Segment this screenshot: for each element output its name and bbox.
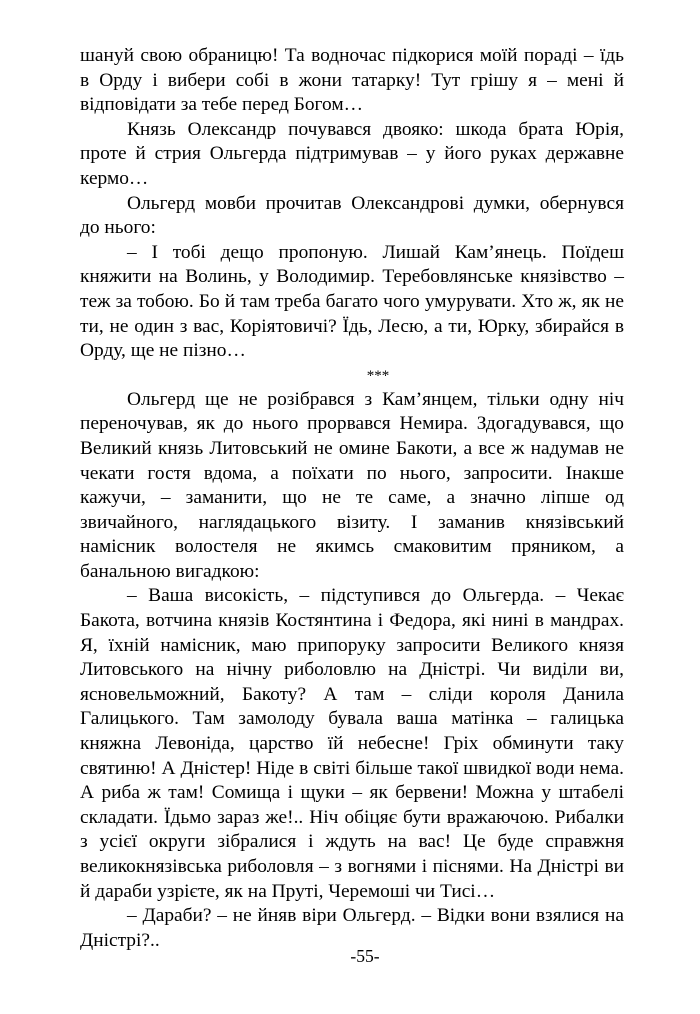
page-number: -55- (350, 946, 380, 966)
section-break: *** (366, 367, 390, 384)
dialogue-paragraph: – І тобі дещо пропоную. Лишай Кам’янець. Поїдеш княжити на Волинь, у Володимир. Теребовлянське князівство – теж за тобою. Бо й там треба багато чого умурувати. Хто ж, як не ти, не один з вас, Коріятовичі? Їдь, Лесю, а ти, Юрку, збирайся в Орду, ще не пізно… (80, 241, 624, 362)
page-body (80, 44, 624, 953)
dialogue-paragraph: – Дараби? – не йняв віри Ольгерд. – Відки вони взялися на Дністрі?.. (80, 905, 624, 951)
paragraph: Ольгерд ще не розібрався з Кам’янцем, тільки одну ніч переночував, як до нього прорвався Немира. Здогадувався, що Великий князь Литовський не омине Бакоти, а все ж надумав не чекати гостя вдома, а поїхати по нього, запросити. Інакше кажучи, – заманити, що не те саме, а значно ліпше од звичайного, наглядацького візиту. І заманив князівський намісник волостеля не якимсь смаковитим пряником, а банальною вигадкою: (80, 388, 624, 582)
paragraph-continuation: шануй свою обраницю! Та водночас підкорися моїй пораді – їдь в Орду і вибери собі в жони татарку! Тут грішу я – мені й відповідати за тебе перед Богом… (80, 45, 624, 116)
paragraph: Ольгерд мовби прочитав Олександрові думки, обернувся до нього: (80, 192, 624, 239)
paragraph: Князь Олександр почувався двояко: шкода брата Юрія, проте й стрия Ольгерда підтримував – у його руках державне кермо… (80, 118, 624, 189)
dialogue-paragraph: – Ваша високість, – підступився до Ольгерда. – Чекає Бакота, вотчина князів Костянтина і Федора, які нині в мандрах. Я, їхній намісник, маю припоруку запросити Великого князя Литовського на нічну риболовлю на Дністрі. Чи виділи ви, ясновельможний, Бакоту? А там – сліди короля Данила Галицького. Там замолоду бувала ваша матінка – галицька княжна Левоніда, царство їй небесне! Гріх обминути таку святиню! А Дністер! Ніде в світі більше такої швидкої води нема. А риба ж там! Сомища і щуки – як бервени! Можна у штабелі складати. Їдьмо зараз же!.. Ніч обіцяє бути вражаючою. Рибалки з усієї округи зібралися і ждуть на вас! Це буде справжня великокнязівська риболовля – з вогнями і піснями. На Дністрі ви й дараби узрієте, як на Пруті, Черемоші чи Тисі… (80, 585, 624, 902)
